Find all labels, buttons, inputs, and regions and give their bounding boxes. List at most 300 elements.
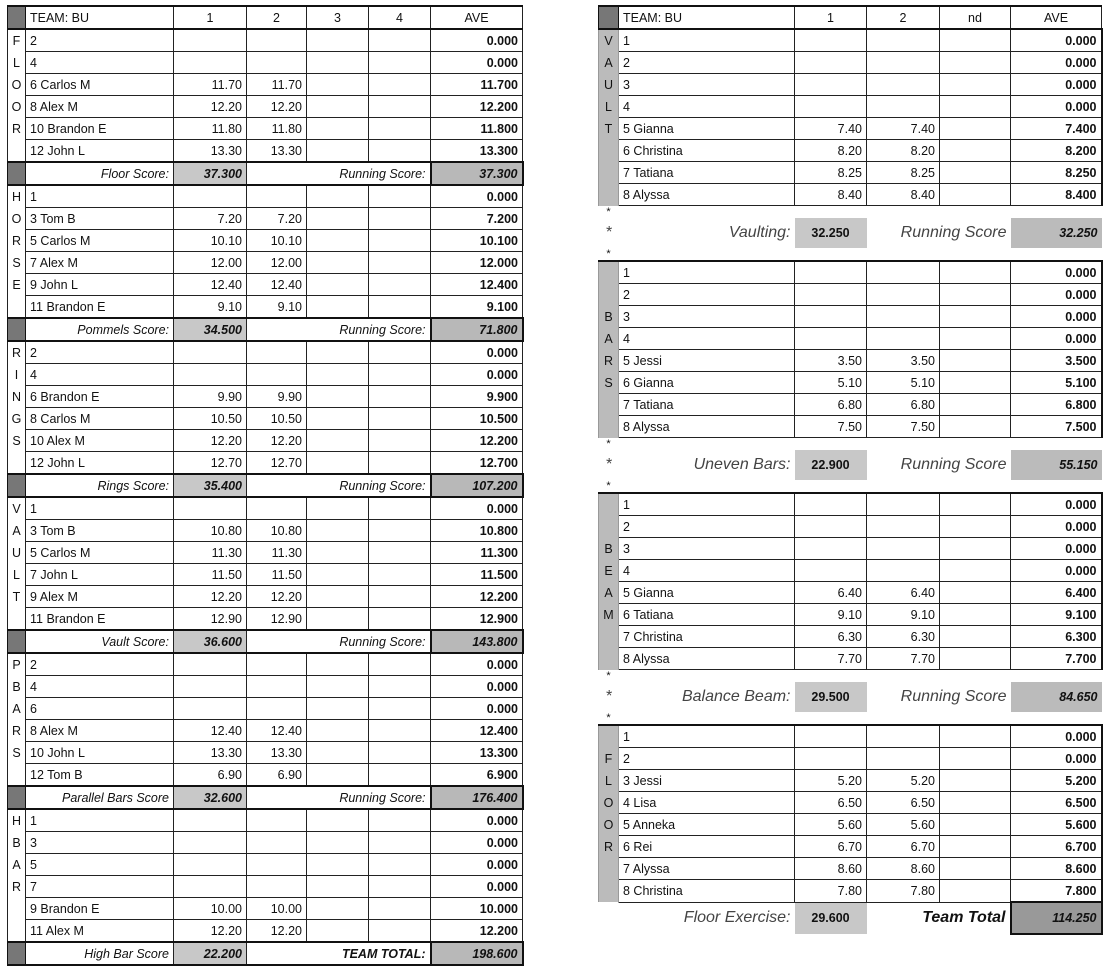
score-nd [940,184,1011,206]
score-4 [369,742,431,764]
score-2 [867,284,940,306]
event-letter: H [8,185,26,208]
gymnast-name: 5 Carlos M [26,542,174,564]
table-row [8,274,523,296]
event-letter: B [599,306,619,328]
average: 0.000 [1011,493,1102,516]
score-3 [307,520,369,542]
running-score-label: Running Score: [247,162,431,185]
gymnast-name: 4 Lisa [619,792,795,814]
score-1: 12.70 [174,452,247,475]
table-row [8,742,523,764]
average: 0.000 [1011,328,1102,350]
event-letter: O [8,96,26,118]
event-summary-row [599,450,1102,480]
average: 0.000 [431,341,523,364]
gymnast-name: 8 Alex M [26,96,174,118]
average: 12.200 [431,430,523,452]
average: 12.700 [431,452,523,475]
gymnast-name: 1 [619,493,795,516]
running-score-label: Running Score [900,688,1007,705]
score-nd [940,372,1011,394]
score-4 [369,386,431,408]
event-summary-row [8,318,523,341]
score-2: 10.00 [247,898,307,920]
table-row [8,497,523,520]
score-nd [940,792,1011,814]
score-2: 12.20 [247,586,307,608]
score-3 [307,430,369,452]
table-row [8,52,523,74]
score-2: 8.40 [867,184,940,206]
gymnast-name: 2 [26,341,174,364]
gymnast-name: 10 John L [26,742,174,764]
table-row [8,341,523,364]
average: 0.000 [1011,306,1102,328]
table-row [8,208,523,230]
running-score: 32.250 [1011,218,1102,248]
score-3 [307,608,369,631]
event-score-label: Balance Beam: [681,688,791,705]
running-score-label: Running Score: [247,474,431,497]
score-2: 6.70 [867,836,940,858]
average: 0.000 [431,185,523,208]
gymnast-name: 2 [619,516,795,538]
average: 5.600 [1011,814,1102,836]
summary-marker [8,474,26,497]
score-2: 6.40 [867,582,940,604]
score-2 [247,185,307,208]
score-2: 12.40 [247,274,307,296]
score-nd [940,261,1011,284]
score-4 [369,698,431,720]
score-nd [940,516,1011,538]
score-1: 12.40 [174,720,247,742]
score-1 [174,832,247,854]
score-2: 5.20 [867,770,940,792]
score-1: 12.20 [174,430,247,452]
event-summary-row [599,902,1102,934]
score-4 [369,876,431,898]
gymnast-name: 1 [619,29,795,52]
average: 11.700 [431,74,523,96]
event-letter [599,416,619,438]
star-mark: * [606,437,611,450]
event-score-label: Vaulting: [728,224,791,241]
col-nd-header: nd [940,6,1011,29]
event-letter [8,898,26,920]
score-2: 12.90 [247,608,307,631]
event-letter: L [599,96,619,118]
score-nd [940,725,1011,748]
score-4 [369,341,431,364]
score-nd [940,96,1011,118]
score-1: 12.90 [174,608,247,631]
event-letter: E [599,560,619,582]
gymnast-name: 5 Jessi [619,350,795,372]
table-row [599,29,1102,52]
gymnast-name: 1 [26,185,174,208]
score-4 [369,653,431,676]
score-1: 8.20 [795,140,867,162]
gymnast-name: 10 Brandon E [26,118,174,140]
score-2 [247,364,307,386]
gymnast-name: 2 [619,284,795,306]
score-1: 9.10 [174,296,247,319]
score-4 [369,96,431,118]
gymnast-name: 8 Alex M [26,720,174,742]
running-score: 84.650 [1011,682,1102,712]
average: 0.000 [1011,560,1102,582]
score-4 [369,497,431,520]
score-1 [174,341,247,364]
header-corner [8,6,26,29]
score-3 [307,676,369,698]
event-letter: H [8,809,26,832]
header-corner [599,6,619,29]
score-nd [940,604,1011,626]
gymnast-name: 5 Carlos M [26,230,174,252]
average: 0.000 [431,809,523,832]
event-letter [8,608,26,631]
gymnast-name: 7 John L [26,564,174,586]
star-mark: * [606,248,611,260]
average: 7.500 [1011,416,1102,438]
average: 10.800 [431,520,523,542]
gymnast-name: 4 [26,364,174,386]
average: 0.000 [1011,29,1102,52]
average: 11.500 [431,564,523,586]
running-score: 176.400 [431,786,523,809]
score-3 [307,854,369,876]
summary-marker [8,162,26,185]
average: 0.000 [431,364,523,386]
average: 11.800 [431,118,523,140]
event-letter [599,261,619,284]
score-2: 10.80 [247,520,307,542]
score-3 [307,920,369,943]
gymnast-name: 5 [26,854,174,876]
event-score: 32.250 [795,218,867,248]
score-1: 13.30 [174,742,247,764]
average: 9.900 [431,386,523,408]
table-row [599,880,1102,903]
score-4 [369,140,431,163]
team-label: TEAM: BU [619,6,795,29]
gymnast-name: 5 Gianna [619,582,795,604]
score-nd [940,538,1011,560]
table-row [599,372,1102,394]
table-row [599,184,1102,206]
score-4 [369,52,431,74]
score-1: 10.10 [174,230,247,252]
table-row [8,230,523,252]
score-1: 13.30 [174,140,247,163]
average: 12.400 [431,274,523,296]
event-score-label: Uneven Bars: [693,456,791,473]
star-row [599,480,1102,493]
average: 6.800 [1011,394,1102,416]
average: 0.000 [431,653,523,676]
event-summary-row [8,942,523,965]
score-nd [940,493,1011,516]
score-1 [795,52,867,74]
score-3 [307,341,369,364]
gymnast-name: 2 [619,748,795,770]
score-3 [307,720,369,742]
gymnast-name: 8 Carlos M [26,408,174,430]
score-2: 11.70 [247,74,307,96]
event-letter [599,516,619,538]
score-1 [174,185,247,208]
score-3 [307,140,369,163]
average: 3.500 [1011,350,1102,372]
event-score-label: Parallel Bars Score [26,786,174,809]
gymnast-name: 7 Alyssa [619,858,795,880]
table-row [8,430,523,452]
score-1 [795,538,867,560]
event-letter: V [599,29,619,52]
score-nd [940,140,1011,162]
gymnast-name: 8 Alyssa [619,416,795,438]
score-1 [174,876,247,898]
table-row [8,653,523,676]
event-letter: E [8,274,26,296]
gymnast-name: 6 Rei [619,836,795,858]
event-letter: R [8,720,26,742]
score-2 [247,698,307,720]
score-nd [940,626,1011,648]
score-2: 5.60 [867,814,940,836]
score-4 [369,296,431,319]
score-2: 7.70 [867,648,940,670]
table-row [8,364,523,386]
score-1 [795,96,867,118]
gymnast-name: 1 [619,725,795,748]
score-1: 6.80 [795,394,867,416]
average: 6.300 [1011,626,1102,648]
average: 0.000 [1011,96,1102,118]
running-score: 114.250 [1011,902,1102,934]
gymnast-name: 4 [619,328,795,350]
summary-marker [8,942,26,965]
event-letter [8,764,26,787]
average: 6.900 [431,764,523,787]
score-1: 5.10 [795,372,867,394]
table-row [599,162,1102,184]
blank [619,438,1102,451]
gymnast-name: 12 Tom B [26,764,174,787]
ave-header: AVE [1011,6,1102,29]
score-2 [867,493,940,516]
table-row [8,854,523,876]
event-letter: U [599,74,619,96]
score-1 [795,328,867,350]
score-2: 6.50 [867,792,940,814]
gymnast-name: 4 [619,96,795,118]
score-2: 13.30 [247,140,307,163]
gymnast-name: 4 [26,676,174,698]
score-3 [307,497,369,520]
gymnast-name: 11 Brandon E [26,296,174,319]
score-1: 12.20 [174,586,247,608]
score-3 [307,52,369,74]
event-letter: A [8,698,26,720]
score-4 [369,854,431,876]
event-letter: L [8,52,26,74]
event-summary-row [8,162,523,185]
gymnast-name: 3 [619,538,795,560]
table-row [599,725,1102,748]
score-4 [369,118,431,140]
score-1: 9.10 [795,604,867,626]
gymnast-name: 3 Tom B [26,208,174,230]
table-row [8,920,523,943]
star-row [599,712,1102,725]
score-2: 5.10 [867,372,940,394]
gymnast-name: 3 [26,832,174,854]
star-row [599,248,1102,261]
score-1: 9.90 [174,386,247,408]
star-mark: * [606,669,611,682]
score-3 [307,386,369,408]
event-letter: T [599,118,619,140]
table-row [599,284,1102,306]
score-4 [369,898,431,920]
table-row [599,770,1102,792]
score-2: 12.20 [247,920,307,943]
event-letter: S [8,430,26,452]
score-2 [867,74,940,96]
event-letter: O [599,814,619,836]
table-row [599,582,1102,604]
average: 0.000 [431,698,523,720]
gymnast-name: 11 Alex M [26,920,174,943]
score-2 [867,516,940,538]
score-2 [247,876,307,898]
score-4 [369,274,431,296]
event-letter [599,140,619,162]
score-2 [867,725,940,748]
event-score-label: High Bar Score [26,942,174,965]
summary-marker [8,318,26,341]
score-2 [247,832,307,854]
star-row [599,206,1102,219]
event-letter: S [599,372,619,394]
star-mark [599,902,619,934]
event-score-label: Pommels Score: [26,318,174,341]
table-row [8,564,523,586]
score-1 [174,497,247,520]
average: 8.400 [1011,184,1102,206]
score-2 [247,52,307,74]
star-mark: * [605,224,612,241]
score-1 [795,493,867,516]
event-letter: O [599,792,619,814]
gymnast-name: 12 John L [26,140,174,163]
event-letter: S [8,742,26,764]
score-2: 10.50 [247,408,307,430]
score-2: 9.10 [867,604,940,626]
table-row [8,764,523,787]
col-2-header: 2 [867,6,940,29]
running-score-label: Team Total [922,909,1006,927]
score-nd [940,162,1011,184]
average: 10.000 [431,898,523,920]
score-2 [247,676,307,698]
gymnast-name: 7 [26,876,174,898]
score-2: 13.30 [247,742,307,764]
event-score: 32.600 [174,786,247,809]
event-letter: M [599,604,619,626]
score-3 [307,29,369,52]
score-1 [174,698,247,720]
score-1: 12.20 [174,96,247,118]
score-1: 6.70 [795,836,867,858]
average: 0.000 [431,832,523,854]
score-1 [795,748,867,770]
blank [619,670,1102,683]
score-4 [369,586,431,608]
score-1: 11.30 [174,542,247,564]
header-row [8,6,523,29]
score-2 [867,560,940,582]
event-letter: A [599,328,619,350]
score-nd [940,648,1011,670]
score-3 [307,185,369,208]
event-letter: R [8,230,26,252]
table-row [8,185,523,208]
event-summary-row [599,218,1102,248]
score-2: 12.00 [247,252,307,274]
average: 12.900 [431,608,523,631]
score-4 [369,230,431,252]
score-3 [307,230,369,252]
summary-marker [8,630,26,653]
table-row [599,814,1102,836]
gymnast-name: 10 Alex M [26,430,174,452]
table-row [8,720,523,742]
score-nd [940,416,1011,438]
table-row [8,698,523,720]
event-letter: A [8,854,26,876]
star-mark: * [606,712,611,724]
score-1: 8.60 [795,858,867,880]
score-1: 7.50 [795,416,867,438]
event-score-label: Vault Score: [26,630,174,653]
event-letter: B [8,676,26,698]
score-2: 3.50 [867,350,940,372]
average: 8.600 [1011,858,1102,880]
score-1: 8.25 [795,162,867,184]
score-1: 11.70 [174,74,247,96]
average: 8.250 [1011,162,1102,184]
star-row [599,438,1102,451]
running-score-label: Running Score [900,224,1007,241]
gymnast-name: 9 Brandon E [26,898,174,920]
score-2 [247,653,307,676]
score-3 [307,274,369,296]
gymnast-name: 2 [619,52,795,74]
score-4 [369,29,431,52]
gymnast-name: 7 Tatiana [619,162,795,184]
gymnast-name: 6 Gianna [619,372,795,394]
table-row [8,29,523,52]
average: 11.300 [431,542,523,564]
mens-score-table [7,5,524,966]
table-row [8,608,523,631]
table-row [599,538,1102,560]
